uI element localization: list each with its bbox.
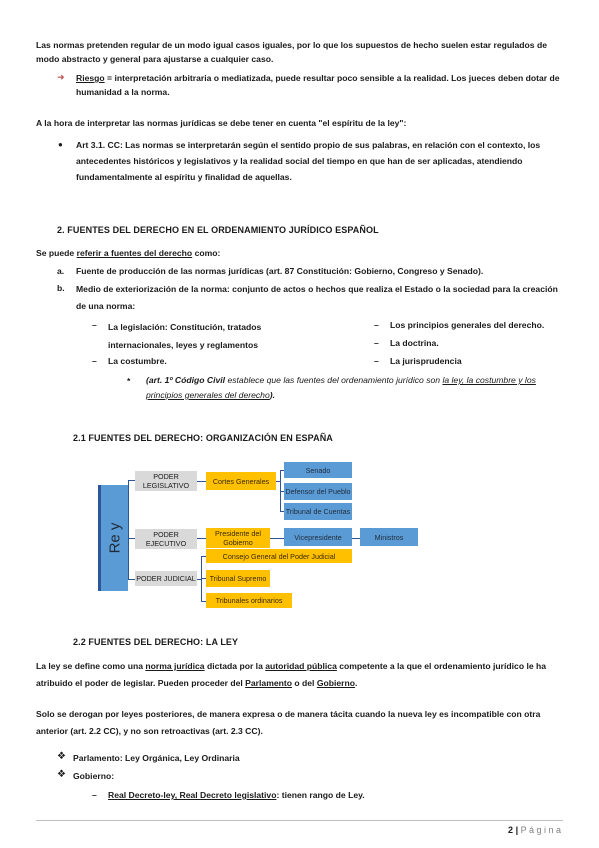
item-b-text <box>76 281 566 315</box>
footer-divider <box>36 820 563 821</box>
page-number: 2 <box>508 825 514 835</box>
diamond-bullet-icon: ❖ <box>57 769 66 780</box>
riesgo-label: Riesgo <box>76 73 105 83</box>
connector <box>197 481 206 482</box>
art1-note <box>146 373 566 403</box>
right-list-item-principios: Los principios generales del derecho. <box>390 320 545 330</box>
connector <box>270 538 284 539</box>
vicepresidente-box: Vicepresidente <box>284 528 352 546</box>
legislacion-line2: internacionales, leyes y reglamentos <box>108 340 258 350</box>
rey-box <box>98 485 128 591</box>
right-list-item-doctrina: La doctrina. <box>390 338 439 348</box>
decreto-dash: – <box>92 790 97 800</box>
espiritu-paragraph: A la hora de interpretar las normas jurídicas se debe tener en cuenta "el espíritu de la ley": <box>36 118 407 128</box>
intro-fuentes <box>36 246 566 260</box>
connector <box>128 579 135 580</box>
ley-text-5: . <box>355 678 358 688</box>
derogacion-paragraph: Solo se derogan por leyes posteriores, de manera expresa o de manera tácita cuando la nueva ley es incompatible con otra anterior (art. 2.2 CC), y no son retroactivas (art. 2.3 CC). <box>36 709 541 736</box>
right-list-dash: – <box>374 338 379 348</box>
left-list-item-legislacion <box>108 318 308 354</box>
ley-text-1: La ley se define como una <box>36 661 146 671</box>
right-list-dash: – <box>374 320 379 330</box>
intro-paragraph: Las normas pretenden regular de un modo igual casos iguales, por lo que los supuestos de hecho suelen estar regulados de modo abstracto y general para ajustarse a cualquier caso. <box>36 40 547 64</box>
page-footer <box>508 823 561 837</box>
item-b-body: : conjunto de actos o hechos que realiza el Estado o la sociedad para la creación de una norma: <box>76 284 558 311</box>
disc-bullet-icon: ● <box>58 140 63 149</box>
tribunales-ordinarios-box: Tribunales ordinarios <box>206 593 292 608</box>
footer-separator: | <box>515 825 519 835</box>
left-list-dash: – <box>92 356 97 366</box>
parlamento-label: Parlamento <box>73 753 120 763</box>
diamond-bullet-icon: ❖ <box>57 751 66 762</box>
riesgo-item <box>76 71 566 99</box>
item-a-marker: a. <box>57 266 65 276</box>
art31-item <box>76 137 566 185</box>
right-list-item-jurisprudencia: La jurisprudencia <box>390 356 462 366</box>
gobierno-colon: : <box>111 771 115 781</box>
autoridad-publica-term: autoridad pública <box>265 661 337 671</box>
cgpj-box: Consejo General del Poder Judicial <box>206 549 352 563</box>
intro-pre: Se puede <box>36 248 77 258</box>
art1-end: ). <box>269 390 275 400</box>
rey-label: Re y <box>106 522 123 554</box>
left-list-item-costumbre: La costumbre. <box>108 356 167 366</box>
connector <box>352 538 360 539</box>
cortes-generales-box: Cortes Generales <box>206 472 276 490</box>
senado-box: Senado <box>284 462 352 478</box>
item-b-marker: b. <box>57 283 65 293</box>
ministros-box: Ministros <box>360 528 418 546</box>
footer-label: P á g i n a <box>520 825 561 835</box>
section-2-title: 2. FUENTES DEL DERECHO EN EL ORDENAMIENTO JURÍDICO ESPAÑOL <box>57 225 379 235</box>
gobierno-item <box>73 769 114 783</box>
norma-juridica-term: norma jurídica <box>145 661 205 671</box>
ley-text-4: o del <box>291 678 317 688</box>
arrow-bullet-icon: ➜ <box>57 72 65 82</box>
connector <box>128 480 135 481</box>
art1-label: (art. 1º Código Civil <box>146 375 226 385</box>
rey-connector <box>128 480 129 580</box>
star-bullet-icon: * <box>127 376 131 386</box>
connector <box>197 579 202 580</box>
right-list-dash: – <box>374 356 379 366</box>
poder-legislativo-box: PODER LEGISLATIVO <box>135 471 197 491</box>
decreto-item <box>108 788 365 802</box>
defensor-pueblo-box: Defensor del Pueblo <box>284 483 352 500</box>
legislacion-line1: La legislación: Constitución, tratados <box>108 322 262 332</box>
parlamento-item <box>73 751 240 765</box>
ley-definition <box>36 658 566 692</box>
connector <box>128 538 135 539</box>
art1-text: establece que las fuentes del ordenamiento jurídico son <box>225 375 443 385</box>
item-b-label: Medio de exteriorización de la norma <box>76 284 227 294</box>
art31-label: Art 3.1. CC <box>76 140 120 150</box>
parlamento-term: Parlamento <box>245 678 292 688</box>
presidente-gobierno-box: Presidente del Gobierno <box>206 528 270 548</box>
parlamento-text: : Ley Orgánica, Ley Ordinaria <box>119 753 240 763</box>
tribunal-cuentas-box: Tribunal de Cuentas <box>284 503 352 520</box>
art1-link: la ley, la costumbre y los principios generales del derecho <box>146 375 536 400</box>
intro-link: referir a fuentes del derecho <box>76 248 193 258</box>
poder-judicial-box: PODER JUDICIAL <box>135 571 197 586</box>
intro-post: como: <box>192 248 221 258</box>
tribunal-supremo-box: Tribunal Supremo <box>206 570 270 587</box>
ley-text-3: competente a la que el ordenamiento jurídico le ha atribuido el poder de legislar. Pueden proceder del <box>36 661 547 688</box>
decreto-text: : tienen rango de Ley. <box>276 790 365 800</box>
connector <box>197 538 206 539</box>
art31-text: : Las normas se interpretarán según el sentido propio de sus palabras, en relación con el contexto, los antecedentes históricos y legislativos y la realidad social del tiempo en que han de ser aplicadas, atendiendo fundamentalmente al espíritu y finalidad de aquellas. <box>76 140 541 182</box>
left-list-dash: – <box>92 320 97 330</box>
decreto-term: Real Decreto-ley, Real Decreto legislativo <box>108 790 277 800</box>
gobierno-label: Gobierno <box>73 771 112 781</box>
gobierno-term: Gobierno <box>316 678 356 688</box>
ley-text-2: dictada por la <box>204 661 266 671</box>
section-22-title: 2.2 FUENTES DEL DERECHO: LA LEY <box>73 637 239 647</box>
section-21-title: 2.1 FUENTES DEL DERECHO: ORGANIZACIÓN EN ESPAÑA <box>73 433 333 443</box>
item-a-text: Fuente de producción de las normas jurídicas (art. 87 Constitución: Gobierno, Congreso y Senado). <box>76 266 484 276</box>
riesgo-text: = interpretación arbitraria o mediatizada, puede resultar poco sensible a la realidad. Los jueces deben dotar de humanidad a la norma. <box>76 73 560 97</box>
poder-ejecutivo-box: PODER EJECUTIVO <box>135 529 197 549</box>
